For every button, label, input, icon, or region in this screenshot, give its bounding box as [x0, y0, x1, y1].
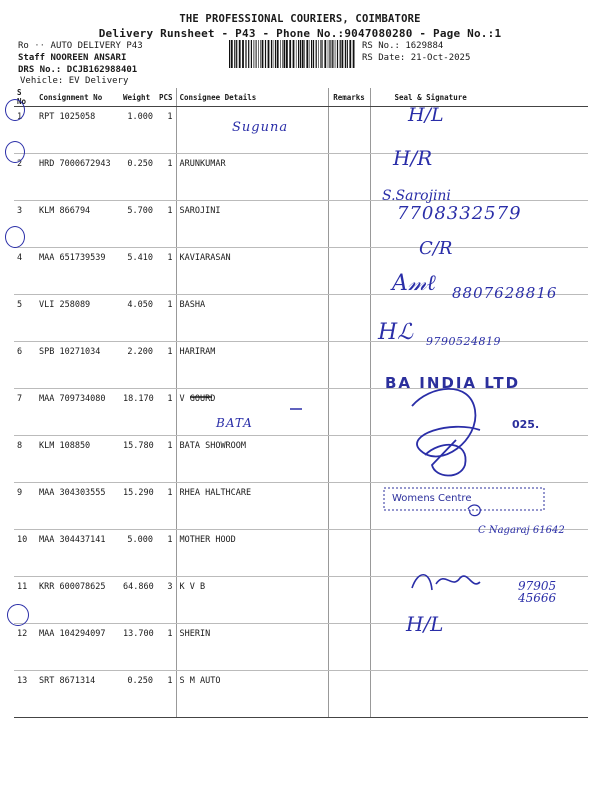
col-consignee: Consignee Details [176, 88, 328, 107]
signature-row-12-phone: 97905 45666 [518, 579, 557, 605]
cell-weight: 5.700 [120, 201, 156, 248]
cell-consignment: KLM 108850 [36, 436, 120, 483]
signature-row-6-phone: 9790524819 [426, 335, 501, 348]
stamp-india-ltd: BA INDIA LTD [385, 374, 521, 392]
route-label: Ro [18, 41, 29, 51]
cell-sno: 7 [14, 389, 36, 436]
col-consignment: Consignment No [36, 88, 120, 107]
handwritten-name-suguna: Suguna [232, 120, 289, 135]
cell-pcs: 1 [156, 530, 176, 577]
signature-row-6-mark: Hℒ [378, 320, 414, 345]
cell-sno: 2 [14, 154, 36, 201]
cell-consignment: SRT 8671314 [36, 671, 120, 718]
cell-weight: 15.290 [120, 483, 156, 530]
cell-sno: 8 [14, 436, 36, 483]
drs-label: DRS No.: [18, 65, 62, 75]
cell-consignee: HARIRAM [176, 342, 328, 389]
signature-row-9 [425, 440, 466, 476]
cell-pcs: 1 [156, 248, 176, 295]
rs-number: RS No.: 1629884 [362, 41, 444, 51]
rs-date: RS Date: 21-Oct-2025 [362, 53, 471, 63]
cell-pcs: 1 [156, 436, 176, 483]
stamp-year: 025. [512, 418, 540, 431]
signature-row-11: C Nagaraj 61642 [478, 525, 565, 536]
drs-value: DCJB162988401 [66, 65, 138, 75]
cell-sno: 10 [14, 530, 36, 577]
cell-pcs: 1 [156, 483, 176, 530]
cell-weight: 5.000 [120, 530, 156, 577]
cell-sno: 1 [14, 107, 36, 154]
cell-consignee: MOTHER HOOD [176, 530, 328, 577]
cell-consignee: KAVIARASAN [176, 248, 328, 295]
cell-consignment: KLM 866794 [36, 201, 120, 248]
route-value: AUTO DELIVERY P43 [50, 41, 143, 51]
cell-sno: 5 [14, 295, 36, 342]
signature-row-3-name: S.Sarojini [382, 188, 451, 204]
stamp-womens-centre: Womens Centre [392, 493, 472, 504]
cell-weight: 13.700 [120, 624, 156, 671]
cell-weight: 15.780 [120, 436, 156, 483]
cell-consignment: MAA 104294097 [36, 624, 120, 671]
col-remarks: Remarks [328, 88, 370, 107]
cell-sno: 9 [14, 483, 36, 530]
vehicle-line: Vehicle: EV Delivery [20, 76, 129, 86]
signature-row-13: H/L [406, 612, 444, 636]
signature-row-5-mark: A𝓂ℓ [392, 271, 436, 296]
cell-weight: 1.000 [120, 107, 156, 154]
signature-row-5-phone: 8807628816 [452, 284, 558, 302]
signature-row-8 [412, 389, 480, 457]
cell-weight: 18.170 [120, 389, 156, 436]
cell-consignment: SPB 10271034 [36, 342, 120, 389]
cell-sno: 4 [14, 248, 36, 295]
cell-consignee: SAROJINI [176, 201, 328, 248]
cell-weight: 5.410 [120, 248, 156, 295]
route-line: Ro ·· AUTO DELIVERY P43 [18, 41, 143, 51]
cell-pcs: 1 [156, 295, 176, 342]
cell-weight: 0.250 [120, 154, 156, 201]
handwritten-bata: BATA [216, 416, 253, 430]
cell-sno: 3 [14, 201, 36, 248]
cell-pcs: 1 [156, 342, 176, 389]
cell-pcs: 3 [156, 577, 176, 624]
cell-sno: 13 [14, 671, 36, 718]
company-title: THE PROFESSIONAL COURIERS, COIMBATORE [179, 13, 421, 25]
cell-consignee: BATA SHOWROOM [176, 436, 328, 483]
cell-pcs: 1 [156, 389, 176, 436]
cell-consignment: KRR 600078625 [36, 577, 120, 624]
cell-consignment: MAA 709734080 [36, 389, 120, 436]
cell-weight: 64.860 [120, 577, 156, 624]
cell-consignee: K V B [176, 577, 328, 624]
cell-consignment: MAA 304303555 [36, 483, 120, 530]
col-signature: Seal & Signature [370, 88, 588, 107]
col-weight: Weight [120, 88, 156, 107]
cell-consignee: RHEA HALTHCARE [176, 483, 328, 530]
col-pcs: PCS [156, 88, 176, 107]
cell-consignment: HRD 7000672943 [36, 154, 120, 201]
cell-pcs: 1 [156, 671, 176, 718]
cell-pcs: 1 [156, 201, 176, 248]
staff-value: NOOREEN ANSARI [50, 53, 127, 63]
runsheet-title: Delivery Runsheet - P43 - Phone No.:9047080280 - Page No.:1 [98, 27, 502, 40]
col-sno: S No [14, 88, 36, 107]
cell-consignee: SHERIN [176, 624, 328, 671]
cell-weight: 0.250 [120, 671, 156, 718]
cell-pcs: 1 [156, 154, 176, 201]
cell-weight: 2.200 [120, 342, 156, 389]
cell-consignment: VLI 258089 [36, 295, 120, 342]
cell-sno: 12 [14, 624, 36, 671]
signature-row-1: H/L [408, 104, 444, 126]
cell-consignee: ARUNKUMAR [176, 154, 328, 201]
cell-pcs: 1 [156, 107, 176, 154]
signature-row-2: H/R [393, 146, 433, 170]
staff-label: Staff [18, 53, 46, 63]
cell-consignee: S M AUTO [176, 671, 328, 718]
cell-consignment: RPT 1025058 [36, 107, 120, 154]
cell-consignee: BASHA [176, 295, 328, 342]
signature-row-3-phone: 7708332579 [397, 203, 522, 224]
cell-weight: 4.050 [120, 295, 156, 342]
cell-sno: 11 [14, 577, 36, 624]
signature-row-12 [412, 575, 480, 590]
cell-consignee: V GOURD [176, 389, 328, 436]
cell-pcs: 1 [156, 624, 176, 671]
cell-sno: 6 [14, 342, 36, 389]
signature-row-4: C/R [419, 238, 453, 259]
cell-consignment: MAA 651739539 [36, 248, 120, 295]
cell-consignment: MAA 304437141 [36, 530, 120, 577]
